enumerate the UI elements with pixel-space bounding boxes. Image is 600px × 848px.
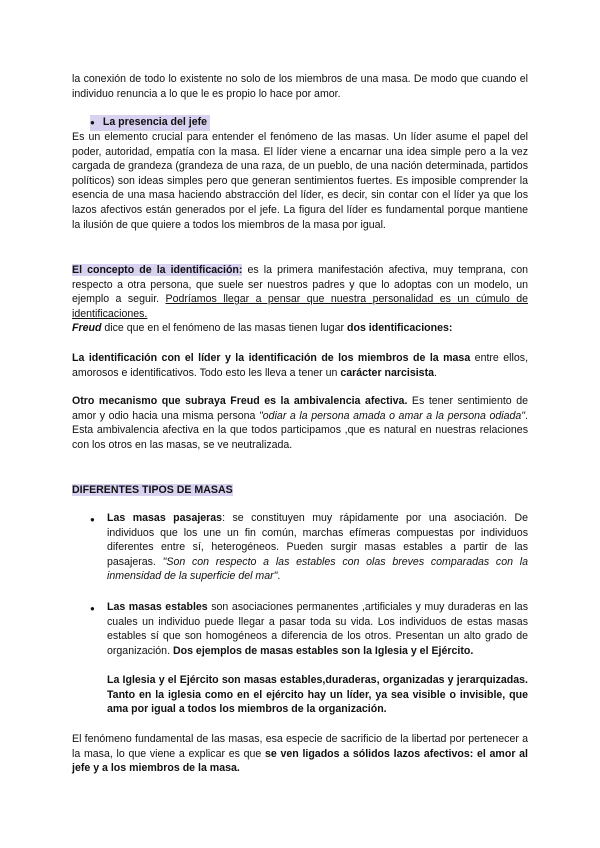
jefe-heading-row <box>72 115 528 129</box>
caracter-narcisista: carácter narcisista <box>340 366 434 379</box>
iglesia-ejercito-paragraph: La Iglesia y el Ejército son masas estables,duraderas, organizadas y jerarquizadas. Tanto en la iglesia como en el ejército hay un líder, ya sea visible o invisible, que ama por igual a todos los miembros de la organización. <box>107 674 528 716</box>
tipos-heading: DIFERENTES TIPOS DE MASAS <box>72 484 233 496</box>
lider-ident-bold: La identificación con el líder y la identificación de los miembros de la masa <box>72 352 471 364</box>
ambivalencia-text: Es tener sentimiento de amor y odio hacia una misma persona <box>72 395 528 422</box>
estables-text: son asociaciones permanentes ,artificiales y muy duraderas en las cuales un individuo puede llegar a pasar toda su vida. Los individuos de estas masas estables sí que son homogéneos a diferencia de los otros. Presentan un alto grado de organización. <box>107 601 528 657</box>
jefe-heading-highlight <box>90 115 210 131</box>
identificacion-paragraph <box>72 263 528 321</box>
lider-ident-text: entre ellos, amorosos e identificativos. Todo esto les lleva a tener un <box>72 352 529 379</box>
lider-ident-end: . <box>434 366 437 379</box>
bullet-icon: ● <box>90 604 95 613</box>
estables-paragraph <box>107 600 528 658</box>
bullet-icon: ● <box>90 515 95 524</box>
pasajeras-paragraph <box>107 511 528 584</box>
ambivalencia-bold: Otro mecanismo que subraya Freud es la ambivalencia afectiva. <box>72 395 408 407</box>
final-bold: se ven ligados a sólidos lazos afectivos: el amor al jefe y a los miembros de la masa. <box>72 747 528 775</box>
identificacion-underlined: Podríamos llegar a pensar que nuestra personalidad es un cúmulo de identificaciones. <box>72 293 528 320</box>
intro-paragraph: la conexión de todo lo existente no solo de los miembros de una masa. De modo que cuando el individuo renuncia a lo que le es propio lo hace por amor. <box>72 73 528 100</box>
freud-bold: dos identificaciones: <box>347 322 453 334</box>
identificacion-term: El concepto de la identificación: <box>72 264 243 276</box>
lider-identificacion-paragraph <box>72 351 528 380</box>
jefe-body: Es un elemento crucial para entender el fenómeno de las masas. Un líder asume el papel del poder, autoridad, empatía con la masa. El líder viene a encarnar una idea simple pero a la vez cargada de grandeza (grandeza de una raza, de un pueblo, de una nación determinada, partidos políticos) son ideas simples pero que generan sentimientos fuertes. Es imposible comprender la esencia de una masa haciendo abstracción del líder, es decir, sin contar con el líder ya que los lazos afectivos están generados por el jefe. La figura del líder es fundamental porque mantiene la ilusión de que quiere a todos los miembros de la masa por igual. <box>72 131 528 231</box>
jefe-heading: La presencia del jefe <box>102 116 208 128</box>
estables-term: Las masas estables <box>107 601 208 613</box>
pasajeras-term: Las masas pasajeras <box>107 512 223 524</box>
bullet-icon: ● <box>90 118 95 127</box>
freud-name: Freud <box>72 322 102 334</box>
freud-text: dice que en el fenómeno de las masas tienen lugar <box>101 322 348 334</box>
final-paragraph <box>72 732 528 776</box>
pasajeras-text: : se constituyen muy rápidamente por una asociación. De individuos que los une un fin común, marchas efímeras compuestas por individuos diferentes entre sí, heterogéneos. Pueden surgir masas estables a partir de las pasajeras. <box>107 512 529 568</box>
pasajeras-quote: "Son con respecto a las estables con olas breves comparadas con la inmensidad de la superficie del mar" <box>107 555 528 583</box>
freud-line <box>72 321 528 336</box>
ambivalencia-text2: . Esta ambivalencia afectiva en la que todos participamos ,que es natural en nuestras relaciones con los otros en las masas, se ve neutralizada. <box>72 409 528 451</box>
identificacion-text: es la primera manifestación afectiva, muy temprana, con respecto a otra persona, que suele ser nuestros padres y que lo adoptas con un modelo, un ejemplo a seguir. <box>72 264 528 306</box>
estables-examples: Dos ejemplos de masas estables son la Iglesia y el Ejército. <box>172 644 474 657</box>
tipos-heading-line <box>72 483 528 498</box>
pasajeras-end: . <box>277 570 281 583</box>
ambivalencia-paragraph <box>72 394 528 452</box>
ambivalencia-quote: "odiar a la persona amada o amar a la persona odiada" <box>259 409 526 422</box>
final-text: El fenómeno fundamental de las masas, esa especie de sacrificio de la libertad por pertenecer a la masa, lo que viene a explicar es que <box>72 733 528 760</box>
